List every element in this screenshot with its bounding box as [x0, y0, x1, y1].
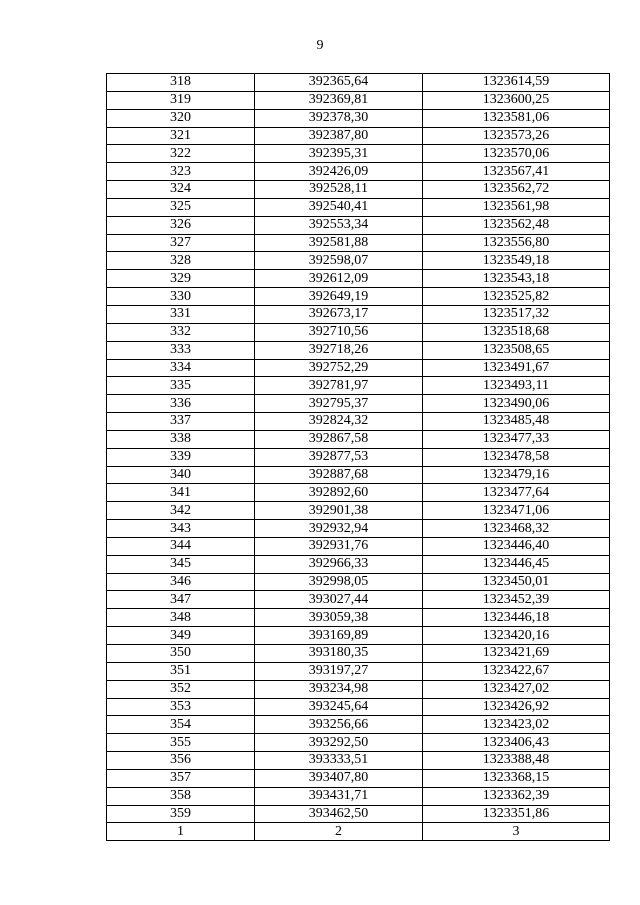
x-coordinate-cell: 392369,81: [255, 91, 423, 109]
table-row: [107, 752, 610, 770]
table-row: [107, 680, 610, 698]
table-row: [107, 609, 610, 627]
x-coordinate-cell: 392931,76: [255, 537, 423, 555]
table-row: [107, 181, 610, 199]
table-row: [107, 805, 610, 823]
x-coordinate-cell: 392887,68: [255, 466, 423, 484]
y-coordinate-cell: 1323549,18: [423, 252, 610, 270]
x-coordinate-cell: 392553,34: [255, 216, 423, 234]
point-number-cell: 344: [107, 537, 255, 555]
point-number-cell: 329: [107, 270, 255, 288]
table-row: [107, 395, 610, 413]
table-row: [107, 769, 610, 787]
point-number-cell: 327: [107, 234, 255, 252]
x-coordinate-cell: 393333,51: [255, 752, 423, 770]
point-number-cell: 331: [107, 305, 255, 323]
y-coordinate-cell: 1323479,16: [423, 466, 610, 484]
table-row: [107, 377, 610, 395]
y-coordinate-cell: 1323562,72: [423, 181, 610, 199]
x-coordinate-cell: 392752,29: [255, 359, 423, 377]
table-row: [107, 430, 610, 448]
table-row: [107, 109, 610, 127]
y-coordinate-cell: 1323567,41: [423, 163, 610, 181]
point-number-cell: 324: [107, 181, 255, 199]
point-number-cell: 318: [107, 74, 255, 92]
table-row: [107, 305, 610, 323]
column-number-cell: 1: [107, 823, 255, 841]
x-coordinate-cell: 392998,05: [255, 573, 423, 591]
x-coordinate-cell: 393292,50: [255, 734, 423, 752]
y-coordinate-cell: 1323508,65: [423, 341, 610, 359]
table-row: [107, 591, 610, 609]
y-coordinate-cell: 1323471,06: [423, 502, 610, 520]
x-coordinate-cell: 392718,26: [255, 341, 423, 359]
y-coordinate-cell: 1323491,67: [423, 359, 610, 377]
y-coordinate-cell: 1323562,48: [423, 216, 610, 234]
x-coordinate-cell: 392781,97: [255, 377, 423, 395]
y-coordinate-cell: 1323518,68: [423, 323, 610, 341]
table-row: [107, 288, 610, 306]
y-coordinate-cell: 1323573,26: [423, 127, 610, 145]
x-coordinate-cell: 393431,71: [255, 787, 423, 805]
point-number-cell: 334: [107, 359, 255, 377]
coordinates-table: [106, 73, 610, 841]
x-coordinate-cell: 393256,66: [255, 716, 423, 734]
y-coordinate-cell: 1323600,25: [423, 91, 610, 109]
x-coordinate-cell: 392892,60: [255, 484, 423, 502]
point-number-cell: 326: [107, 216, 255, 234]
point-number-cell: 348: [107, 609, 255, 627]
table-row: [107, 323, 610, 341]
point-number-cell: 321: [107, 127, 255, 145]
x-coordinate-cell: 392581,88: [255, 234, 423, 252]
x-coordinate-cell: 393169,89: [255, 627, 423, 645]
y-coordinate-cell: 1323485,48: [423, 413, 610, 431]
table-row: [107, 413, 610, 431]
y-coordinate-cell: 1323556,80: [423, 234, 610, 252]
y-coordinate-cell: 1323406,43: [423, 734, 610, 752]
point-number-cell: 328: [107, 252, 255, 270]
x-coordinate-cell: 392824,32: [255, 413, 423, 431]
point-number-cell: 352: [107, 680, 255, 698]
point-number-cell: 351: [107, 662, 255, 680]
y-coordinate-cell: 1323477,33: [423, 430, 610, 448]
y-coordinate-cell: 1323581,06: [423, 109, 610, 127]
x-coordinate-cell: 392795,37: [255, 395, 423, 413]
point-number-cell: 349: [107, 627, 255, 645]
x-coordinate-cell: 393027,44: [255, 591, 423, 609]
x-coordinate-cell: 393245,64: [255, 698, 423, 716]
y-coordinate-cell: 1323477,64: [423, 484, 610, 502]
y-coordinate-cell: 1323452,39: [423, 591, 610, 609]
y-coordinate-cell: 1323468,32: [423, 520, 610, 538]
point-number-cell: 355: [107, 734, 255, 752]
point-number-cell: 346: [107, 573, 255, 591]
point-number-cell: 337: [107, 413, 255, 431]
y-coordinate-cell: 1323570,06: [423, 145, 610, 163]
table-row: [107, 359, 610, 377]
point-number-cell: 320: [107, 109, 255, 127]
table-row: [107, 787, 610, 805]
x-coordinate-cell: 392612,09: [255, 270, 423, 288]
x-coordinate-cell: 393234,98: [255, 680, 423, 698]
table-row: [107, 734, 610, 752]
table-row: [107, 662, 610, 680]
table-row: [107, 341, 610, 359]
coordinates-table-body: [107, 74, 610, 841]
y-coordinate-cell: 1323446,40: [423, 537, 610, 555]
table-row: [107, 216, 610, 234]
page-number: 9: [316, 38, 324, 53]
point-number-cell: 330: [107, 288, 255, 306]
x-coordinate-cell: 392528,11: [255, 181, 423, 199]
point-number-cell: 338: [107, 430, 255, 448]
point-number-cell: 358: [107, 787, 255, 805]
table-row: [107, 555, 610, 573]
point-number-cell: 332: [107, 323, 255, 341]
y-coordinate-cell: 1323446,18: [423, 609, 610, 627]
table-row: [107, 716, 610, 734]
y-coordinate-cell: 1323478,58: [423, 448, 610, 466]
column-number-cell: 2: [255, 823, 423, 841]
x-coordinate-cell: 392673,17: [255, 305, 423, 323]
x-coordinate-cell: 393059,38: [255, 609, 423, 627]
x-coordinate-cell: 392378,30: [255, 109, 423, 127]
y-coordinate-cell: 1323421,69: [423, 645, 610, 663]
table-row: [107, 484, 610, 502]
y-coordinate-cell: 1323490,06: [423, 395, 610, 413]
x-coordinate-cell: 392426,09: [255, 163, 423, 181]
point-number-cell: 356: [107, 752, 255, 770]
point-number-cell: 353: [107, 698, 255, 716]
table-row: [107, 127, 610, 145]
point-number-cell: 339: [107, 448, 255, 466]
point-number-cell: 347: [107, 591, 255, 609]
x-coordinate-cell: 392966,33: [255, 555, 423, 573]
table-row: [107, 698, 610, 716]
y-coordinate-cell: 1323493,11: [423, 377, 610, 395]
point-number-cell: 336: [107, 395, 255, 413]
x-coordinate-cell: 392877,53: [255, 448, 423, 466]
y-coordinate-cell: 1323446,45: [423, 555, 610, 573]
y-coordinate-cell: 1323368,15: [423, 769, 610, 787]
table-row: [107, 466, 610, 484]
x-coordinate-cell: 392867,58: [255, 430, 423, 448]
y-coordinate-cell: 1323614,59: [423, 74, 610, 92]
table-row: [107, 573, 610, 591]
point-number-cell: 341: [107, 484, 255, 502]
point-number-cell: 319: [107, 91, 255, 109]
x-coordinate-cell: 393180,35: [255, 645, 423, 663]
y-coordinate-cell: 1323351,86: [423, 805, 610, 823]
y-coordinate-cell: 1323426,92: [423, 698, 610, 716]
y-coordinate-cell: 1323362,39: [423, 787, 610, 805]
table-row: [107, 645, 610, 663]
x-coordinate-cell: 392901,38: [255, 502, 423, 520]
x-coordinate-cell: 392649,19: [255, 288, 423, 306]
table-row: [107, 502, 610, 520]
table-row: [107, 537, 610, 555]
y-coordinate-cell: 1323388,48: [423, 752, 610, 770]
y-coordinate-cell: 1323561,98: [423, 198, 610, 216]
x-coordinate-cell: 393462,50: [255, 805, 423, 823]
table-row: [107, 163, 610, 181]
table-row: [107, 234, 610, 252]
point-number-cell: 322: [107, 145, 255, 163]
column-number-cell: 3: [423, 823, 610, 841]
x-coordinate-cell: 392932,94: [255, 520, 423, 538]
point-number-cell: 350: [107, 645, 255, 663]
y-coordinate-cell: 1323422,67: [423, 662, 610, 680]
point-number-cell: 325: [107, 198, 255, 216]
x-coordinate-cell: 393407,80: [255, 769, 423, 787]
point-number-cell: 359: [107, 805, 255, 823]
table-row: [107, 91, 610, 109]
y-coordinate-cell: 1323517,32: [423, 305, 610, 323]
table-row: [107, 520, 610, 538]
y-coordinate-cell: 1323420,16: [423, 627, 610, 645]
table-row: [107, 270, 610, 288]
x-coordinate-cell: 392598,07: [255, 252, 423, 270]
y-coordinate-cell: 1323525,82: [423, 288, 610, 306]
point-number-cell: 354: [107, 716, 255, 734]
y-coordinate-cell: 1323450,01: [423, 573, 610, 591]
table-row: [107, 145, 610, 163]
table-row: [107, 74, 610, 92]
x-coordinate-cell: 392540,41: [255, 198, 423, 216]
y-coordinate-cell: 1323543,18: [423, 270, 610, 288]
x-coordinate-cell: 393197,27: [255, 662, 423, 680]
point-number-cell: 333: [107, 341, 255, 359]
x-coordinate-cell: 392387,80: [255, 127, 423, 145]
table-row: [107, 198, 610, 216]
table-row: [107, 627, 610, 645]
point-number-cell: 345: [107, 555, 255, 573]
table-row: [107, 448, 610, 466]
column-number-row: [107, 823, 610, 841]
x-coordinate-cell: 392710,56: [255, 323, 423, 341]
y-coordinate-cell: 1323423,02: [423, 716, 610, 734]
point-number-cell: 343: [107, 520, 255, 538]
x-coordinate-cell: 392395,31: [255, 145, 423, 163]
point-number-cell: 323: [107, 163, 255, 181]
point-number-cell: 342: [107, 502, 255, 520]
x-coordinate-cell: 392365,64: [255, 74, 423, 92]
y-coordinate-cell: 1323427,02: [423, 680, 610, 698]
point-number-cell: 340: [107, 466, 255, 484]
point-number-cell: 357: [107, 769, 255, 787]
point-number-cell: 335: [107, 377, 255, 395]
table-row: [107, 252, 610, 270]
